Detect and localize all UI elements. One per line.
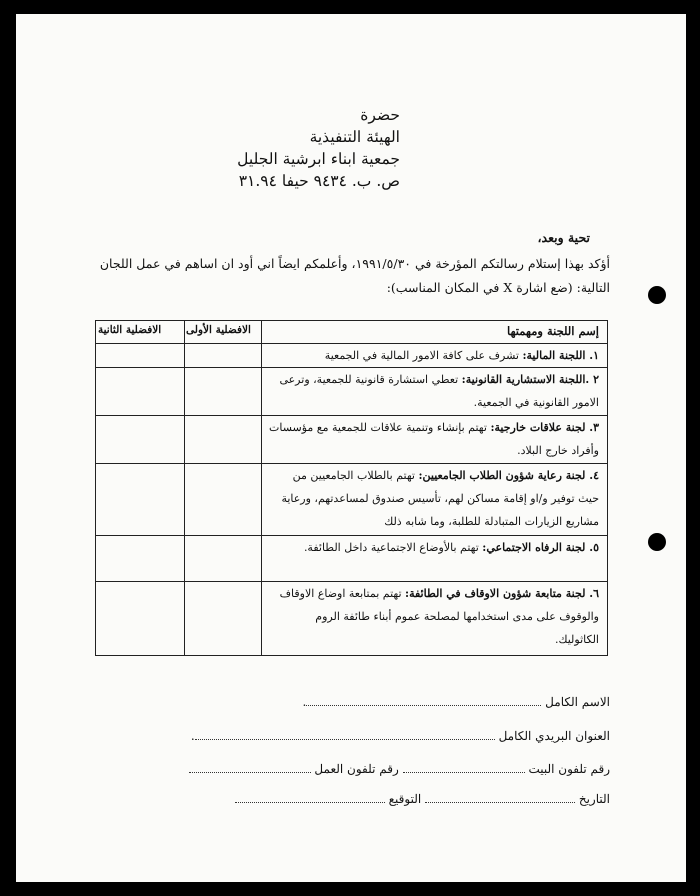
committee-title: ٣. لجنة علاقات خارجية: [490,421,599,434]
committee-desc: تهتم بمتابعة اوضاع الاوقاف والوقوف على مدى استخدامها لمصلحة عموم أبناء طائفة الروم الكاثوليك. [279,587,599,646]
committee-row-1 [269,344,599,367]
committee-title: ٦. لجنة متابعة شؤون الاوقاف في الطائفة: [405,587,599,600]
address-line-3: جمعية ابناء ابرشية الجليل [237,150,400,168]
address-line[interactable] [195,739,495,740]
punch-hole-top [648,286,666,304]
full-name-line[interactable] [306,705,541,706]
home-phone-line[interactable] [403,772,525,773]
signature-label: التوقيع [388,792,422,806]
address-label: العنوان البريدي الكامل [498,729,610,743]
greeting: تحية وبعد، [537,230,590,245]
intro-paragraph: أؤكد بهذا إستلام رسالتكم المؤرخة في ١٩٩١/٥/٣٠، وأعلمكم ايضاً اني أود ان اساهم في عمل اللجان التالية: (ضع اشارة X في المكان المناسب): [99,256,610,295]
address-line-2: الهيئة التنفيذية [309,128,400,146]
committee-desc: تشرف على كافة الامور المالية في الجمعية [324,349,519,362]
committee-row-2 [269,368,599,414]
col-divider-second [184,321,185,655]
phones-field [189,762,610,776]
home-phone-label: رقم تلفون البيت [528,762,610,776]
committee-desc: تهتم بالأوضاع الاجتماعية داخل الطائفة. [303,541,479,554]
committees-table [95,320,608,656]
full-name-field: الاسم الكامل . [302,695,610,709]
committee-title: ٢ .اللجنة الاستشارية القانونية: [461,373,599,386]
signature-line[interactable] [235,802,385,803]
date-line[interactable] [425,802,575,803]
work-phone-line[interactable] [189,772,311,773]
header-second-preference: الافضلية الثانية [98,324,162,336]
committee-desc: تعطي استشارة قانونية للجمعية، وترعى الامور القانونية في الجمعية. [279,373,599,409]
header-first-preference: الافضلية الأولى [186,324,251,336]
address-line-1: حضرة [360,106,400,124]
address-field: العنوان البريدي الكامل . [190,729,610,743]
committee-title: ٤. لجنة رعاية شؤون الطلاب الجامعيين: [418,469,599,482]
date-label: التاريخ [578,792,610,806]
committee-title: ٥. لجنة الرفاه الاجتماعي: [482,541,599,554]
date-signature-field [235,792,610,806]
committee-row-3 [269,416,599,462]
address-line-4: ص. ب. ٩٤٣٤ حيفا ٣١.٩٤ [238,172,400,190]
header-committee: إسم اللجنة ومهمتها [507,324,599,338]
committee-title: ١. اللجنة المالية: [522,349,599,362]
punch-hole-bottom [648,533,666,551]
col-divider-first [261,321,262,655]
committee-desc: تهتم بإنشاء وتنمية علاقات للجمعية مع مؤسسات وأفراد خارج البلاد. [268,421,599,457]
committee-desc: تهتم بالطلاب الجامعيين من حيث توفير و/او إقامة مساكن لهم، تأسيس صندوق لمساعدتهم، ورعاية مشاريع الزيارات المتبادلة للطلبة، وما شابه ذلك [281,469,599,528]
recipient-address [237,104,400,192]
full-name-label: الاسم الكامل [545,695,610,709]
committee-row-6 [269,582,599,651]
work-phone-label: رقم تلفون العمل [314,762,399,776]
committee-row-4 [269,464,599,533]
committee-row-5 [269,536,599,559]
